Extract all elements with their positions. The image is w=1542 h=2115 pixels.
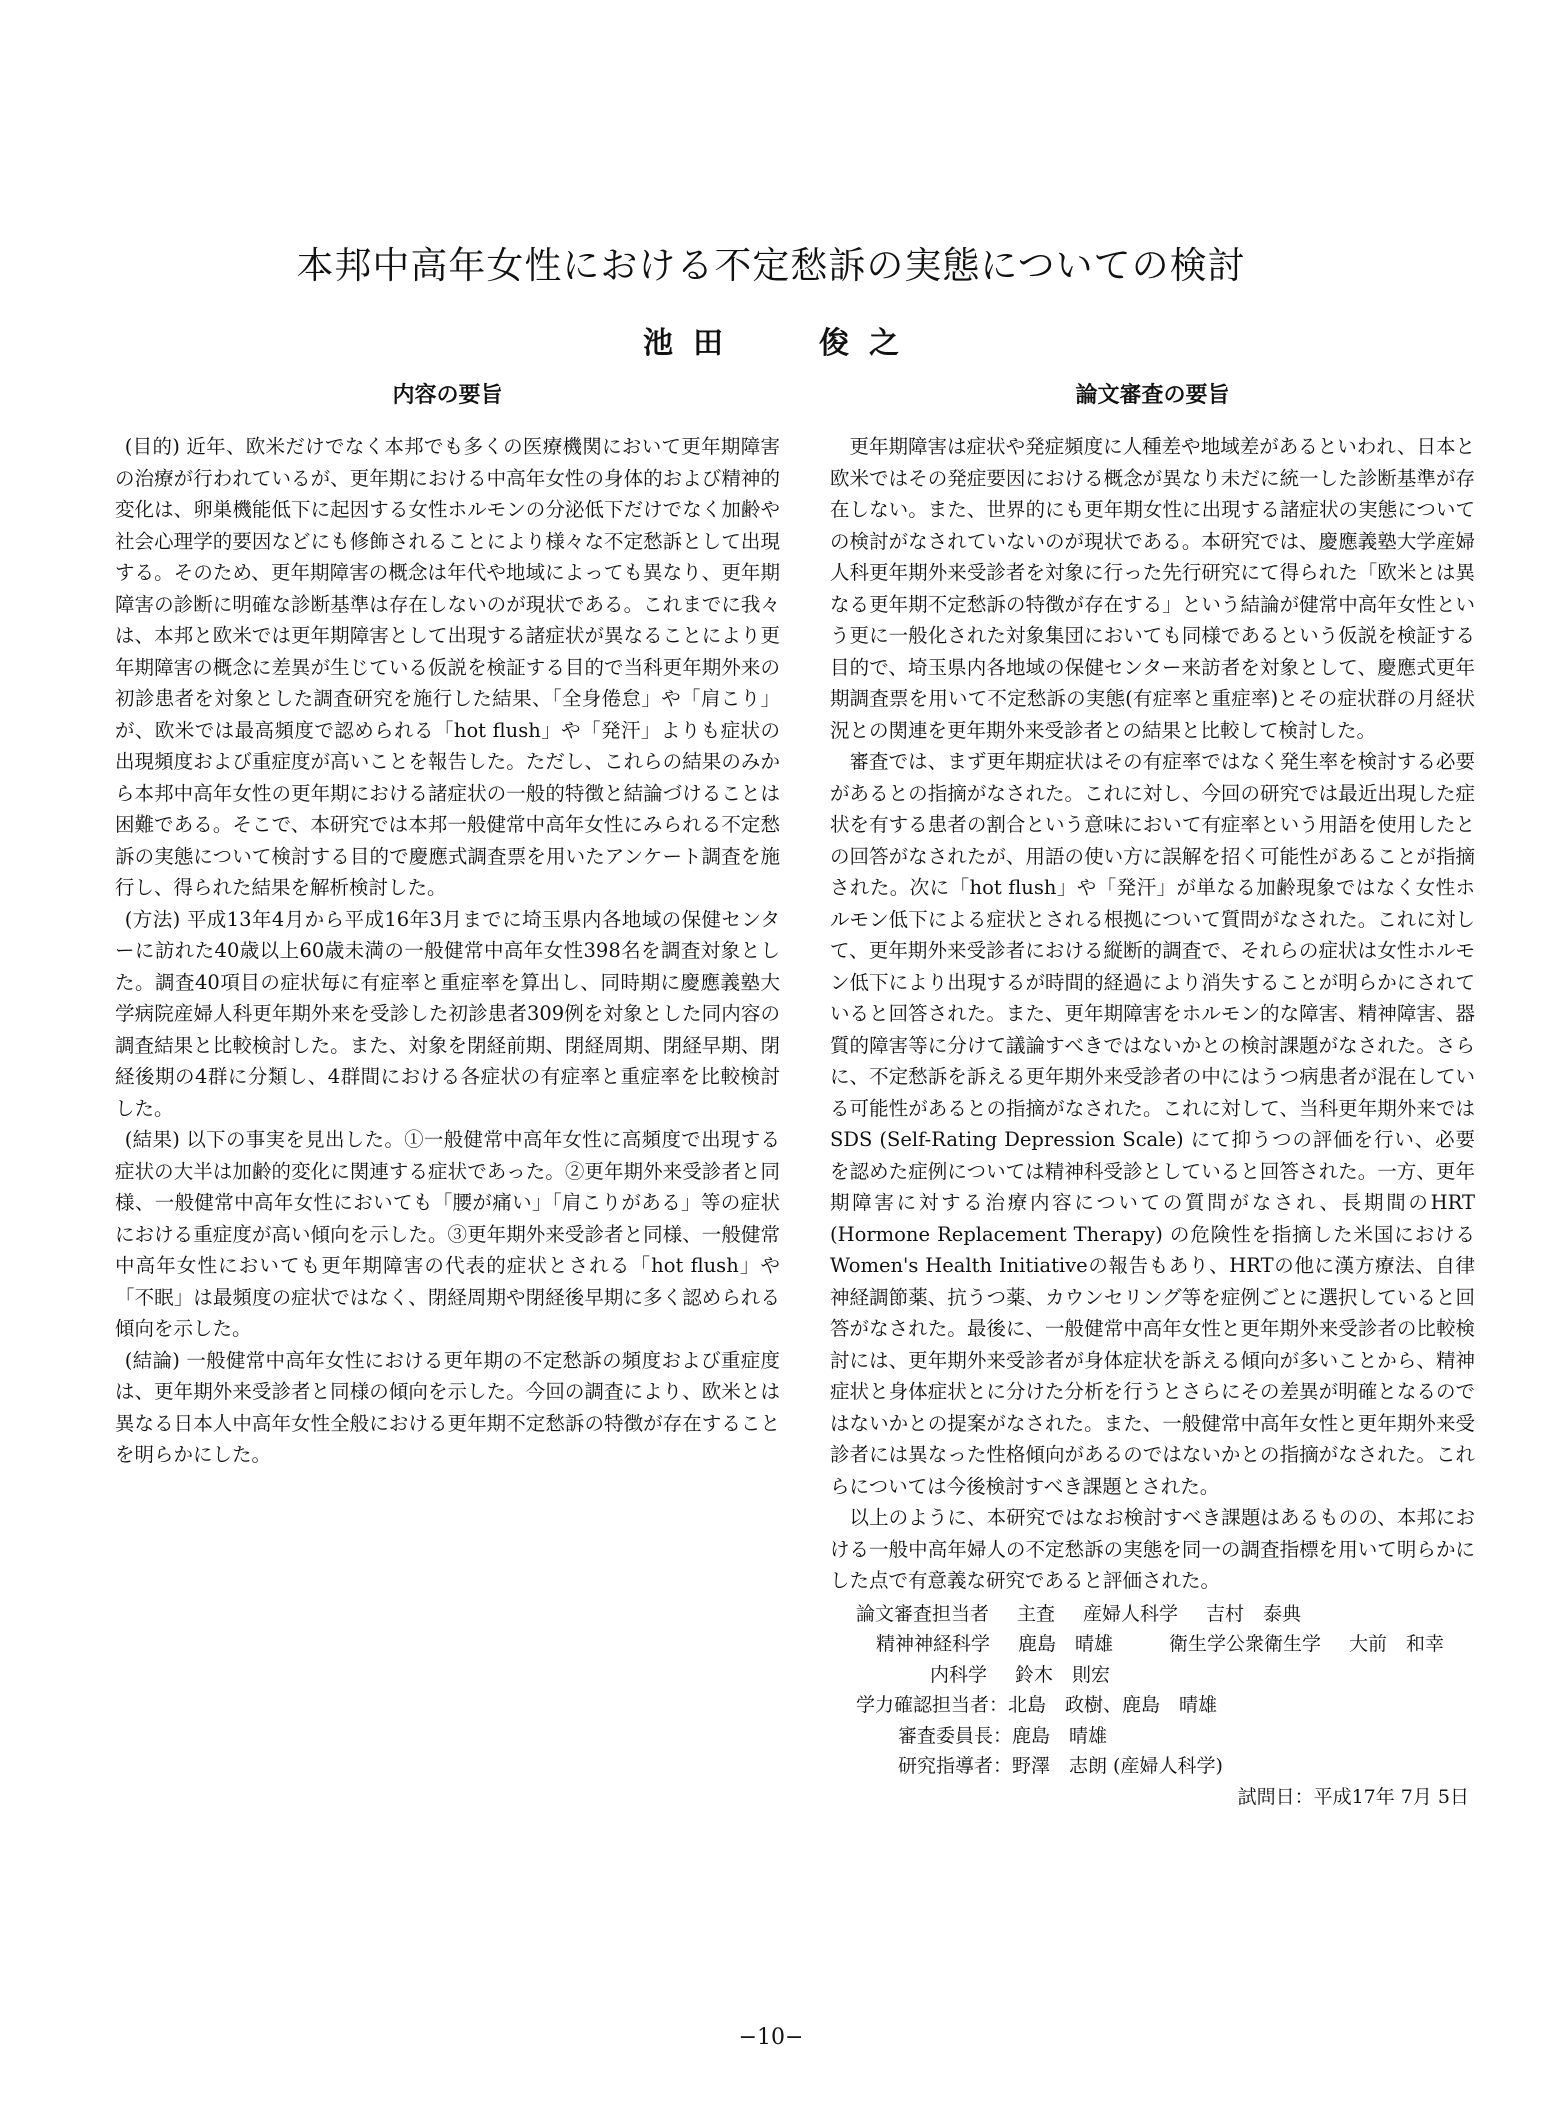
supervisor-name: 野澤 志朗 (産婦人科学) <box>1012 1755 1223 1777</box>
author-name <box>0 318 1542 362</box>
summary-method-paragraph: (方法) 平成13年4月から平成16年3月までに埼玉県内各地域の保健センターに訪れた40歳以上60歳未満の一般健常中高年女性398名を調査対象とした。調査40項目の症状毎に有症率と重症率を算出し、同時期に慶應義塾大学病院産婦人科更年期外来を受診した初診患者309例を対象とした同内容の調査結果と比較検討した。また、対象を閉経前期、閉経周期、閉経早期、閉経後期の4群に分類し、4群間における各症状の有症率と重症率を比較検討した。 <box>115 907 780 1120</box>
reviewer-name: 大前 和幸 <box>1349 1633 1445 1655</box>
page-number: −10− <box>738 2025 804 2050</box>
author-given-char-2: 之 <box>869 326 899 361</box>
reviewer-dept: 衛生学公衆衛生学 <box>1169 1633 1322 1655</box>
review-column <box>830 431 1475 1812</box>
summary-conclusion-paragraph: (結論) 一般健常中高年女性における更年期の不定愁訴の頻度および重症度は、更年期外来受診者と同様の傾向を示した。今回の調査により、欧米とは異なる日本人中高年女性全般における更年期不定愁訴の特徴が存在することを明らかにした。 <box>115 1348 780 1466</box>
academic-check-row <box>830 1690 1475 1721</box>
reviewer-list <box>830 1599 1475 1813</box>
reviewer-label: 論文審査担当者 <box>856 1602 990 1625</box>
supervisor-row <box>830 1751 1475 1782</box>
committee-chair-name: 鹿島 晴雄 <box>1012 1724 1108 1747</box>
summary-result-paragraph: (結果) 以下の事実を見出した。①一般健常中高年女性に高頻度で出現する症状の大半は加齢的変化に関連する症状であった。②更年期外来受診者と同様、一般健常中高年女性においても「腰が痛い」「肩こりがある」等の症状における重症度が高い傾向を示した。③更年期外来受診者と同様、一般健常中高年女性においても更年期障害の代表的症状とされる「hot flush」や「不眠」は最頻度の症状ではなく、閉経周期や閉経後早期に多く認められる傾向を示した。 <box>115 1128 780 1340</box>
reviewer-row-3 <box>830 1660 1475 1691</box>
reviewer-dept: 内科学 <box>930 1663 988 1686</box>
reviewer-role: 主査 <box>1017 1602 1056 1625</box>
summary-column <box>115 431 780 1471</box>
reviewer-name: 鹿島 晴雄 <box>1018 1633 1114 1655</box>
reviewer-dept: 産婦人科学 <box>1083 1602 1179 1625</box>
reviewer-name: 鈴木 則宏 <box>1015 1663 1111 1686</box>
reviewer-name: 吉村 泰典 <box>1206 1602 1302 1625</box>
exam-date: 試問日：平成17年 7月 5日 <box>1237 1785 1469 1808</box>
committee-chair-label: 審査委員長： <box>898 1724 1013 1747</box>
author-surname-char-2: 田 <box>693 326 723 361</box>
summary-purpose-paragraph: (目的) 近年、欧米だけでなく本邦でも多くの医療機関において更年期障害の治療が行われているが、更年期における中高年女性の身体的および精神的変化は、卵巣機能低下に起因する女性ホルモンの分泌低下だけでなく加齢や社会心理学的要因などにも修飾されることにより様々な不定愁訴として出現する。そのため、更年期障害の概念は年代や地域によっても異なり、更年期障害の診断に明確な診断基準は存在しないのが現状である。これまでに我々は、本邦と欧米では更年期障害として出現する諸症状が異なることにより更年期障害の概念に差異が生じている仮説を検証する目的で当科更年期外来の初診患者を対象とした調査研究を施行した結果、「全身倦怠」や「肩こり」が、欧米では最高頻度で認められる「hot flush」や「発汗」よりも症状の出現頻度および重症度が高いことを報告した。ただし、これらの結果のみから本邦中高年女性の更年期における諸症状の一般的特徴と結論づけることは困難である。そこで、本研究では本邦一般健常中高年女性にみられる不定愁訴の実態について検討する目的で慶應式調査票を用いたアンケート調査を施行し、得られた結果を解析検討した。 <box>115 435 780 899</box>
page-title: 本邦中高年女性における不定愁訴の実態についての検討 <box>296 243 1246 287</box>
academic-check-label: 学力確認担当者： <box>856 1694 1009 1716</box>
author-given-char-1: 俊 <box>819 326 849 361</box>
academic-check-names: 北島 政樹、鹿島 晴雄 <box>1008 1694 1218 1716</box>
committee-chair-row <box>830 1721 1475 1752</box>
supervisor-label: 研究指導者： <box>898 1755 1013 1777</box>
review-paragraph-3: 以上のように、本研究ではなお検討すべき課題はあるものの、本邦における一般中高年婦人の不定愁訴の実態を同一の調査指標を用いて明らかにした点で有意義な研究であると評価された。 <box>830 1506 1475 1592</box>
reviewer-row-chief <box>830 1599 1475 1630</box>
author-surname-char-1: 池 <box>643 326 673 361</box>
reviewer-row-2 <box>830 1629 1475 1660</box>
review-paragraph-1: 更年期障害は症状や発症頻度に人種差や地域差があるといわれ、日本と欧米ではその発症要因における概念が異なり未だに統一した診断基準が存在しない。また、世界的にも更年期女性に出現する諸症状の実態についての検討がなされていないのが現状である。本研究では、慶應義塾大学産婦人科更年期外来受診者を対象に行った先行研究にて得られた「欧米とは異なる更年期不定愁訴の特徴が存在する」という結論が健常中高年女性という更に一般化された対象集団においても同様であるという仮説を検証する目的で、埼玉県内各地域の保健センター来訪者を対象として、慶應式更年期調査票を用いて不定愁訴の実態(有症率と重症率)とその症状群の月経状況との関連を更年期外来受診者との結果と比較して検討した。 <box>830 435 1475 742</box>
review-heading: 論文審査の要旨 <box>1075 382 1230 408</box>
summary-heading: 内容の要旨 <box>392 382 503 408</box>
reviewer-dept: 精神神経科学 <box>876 1633 991 1655</box>
review-paragraph-2: 審査では、まず更年期症状はその有症率ではなく発生率を検討する必要があるとの指摘がなされた。これに対し、今回の研究では最近出現した症状を有する患者の割合という意味において有症率という用語を使用したとの回答がなされたが、用語の使い方に誤解を招く可能性があることが指摘された。次に「hot flush」や「発汗」が単なる加齢現象ではなく女性ホルモン低下による症状とされる根拠について質問がなされた。これに対して、更年期外来受診者における縦断的調査で、それらの症状は女性ホルモン低下により出現するが時間的経過により消失することが明らかにされていると回答された。また、更年期障害をホルモン的な障害、精神障害、器質的障害等に分けて議論すべきではないかとの検討課題がなされた。さらに、不定愁訴を訴える更年期外来受診者の中にはうつ病患者が混在している可能性があるとの指摘がなされた。これに対して、当科更年期外来ではSDS (Self-Rating Depression Scale) にて抑うつの評価を行い、必要を認めた症例については精神科受診としていると回答された。一方、更年期障害に対する治療内容についての質問がなされ、長期間のHRT (Hormone Replacement Therapy) の危険性を指摘した米国におけるWomen's Health Initiativeの報告もあり、HRTの他に漢方療法、自律神経調節薬、抗うつ薬、カウンセリング等を症例ごとに選択していると回答がなされた。最後に、一般健常中高年女性と更年期外来受診者の比較検討には、更年期外来受診者が身体症状を訴える傾向が多いことから、精神症状と身体症状とに分けた分析を行うとさらにその差異が明確となるのではないかとの提案がなされた。また、一般健常中高年女性と更年期外来受診者には異なった性格傾向があるのではないかとの指摘がなされた。これらについては今後検討すべき課題とされた。 <box>830 750 1475 1498</box>
